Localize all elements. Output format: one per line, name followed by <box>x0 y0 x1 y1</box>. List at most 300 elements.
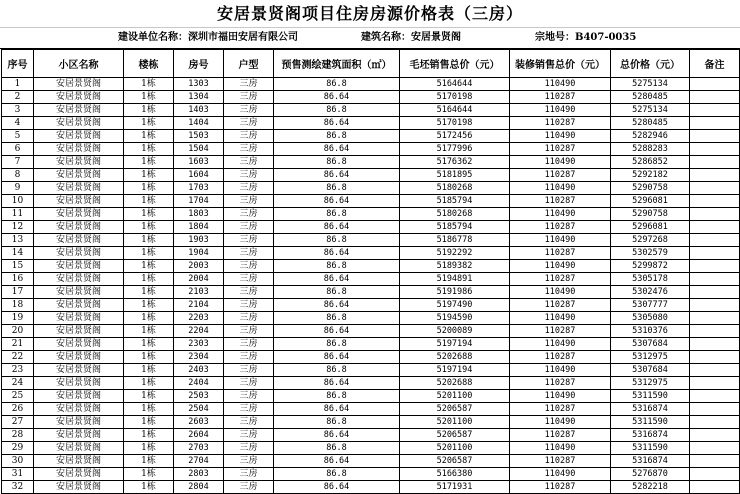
table-row <box>2 286 740 299</box>
cell-building: 1栋 <box>124 416 174 429</box>
table-row <box>2 156 740 169</box>
cell-decoration-price: 110287 <box>510 455 611 468</box>
cell-total-price: 5275134 <box>611 78 690 91</box>
cell-total-price: 5282946 <box>611 130 690 143</box>
table-row <box>2 169 740 182</box>
cell-community: 安居景贤阁 <box>34 104 124 117</box>
cell-rough-price: 5166380 <box>400 468 510 481</box>
cell-building: 1栋 <box>124 338 174 351</box>
col-header-total-price: 总价格（元） <box>611 50 690 78</box>
cell-community: 安居景贤阁 <box>34 416 124 429</box>
cell-decoration-price: 110490 <box>510 468 611 481</box>
table-row <box>2 403 740 416</box>
cell-index: 27 <box>2 416 34 429</box>
cell-total-price: 5307684 <box>611 364 690 377</box>
cell-remarks <box>690 130 740 143</box>
cell-type: 三房 <box>224 442 274 455</box>
cell-remarks <box>690 364 740 377</box>
cell-remarks <box>690 377 740 390</box>
cell-community: 安居景贤阁 <box>34 312 124 325</box>
cell-decoration-price: 110490 <box>510 416 611 429</box>
cell-building: 1栋 <box>124 143 174 156</box>
cell-type: 三房 <box>224 390 274 403</box>
cell-rough-price: 5201100 <box>400 442 510 455</box>
cell-total-price: 5297268 <box>611 234 690 247</box>
table-row <box>2 312 740 325</box>
cell-rough-price: 5170198 <box>400 117 510 130</box>
cell-room: 2304 <box>174 351 224 364</box>
cell-decoration-price: 110287 <box>510 481 611 494</box>
cell-room: 1704 <box>174 195 224 208</box>
cell-remarks <box>690 481 740 494</box>
cell-total-price: 5280485 <box>611 117 690 130</box>
cell-rough-price: 5194590 <box>400 312 510 325</box>
cell-remarks <box>690 416 740 429</box>
cell-type: 三房 <box>224 377 274 390</box>
cell-area: 86.64 <box>274 117 400 130</box>
cell-rough-price: 5197194 <box>400 338 510 351</box>
cell-type: 三房 <box>224 260 274 273</box>
cell-type: 三房 <box>224 169 274 182</box>
cell-building: 1栋 <box>124 325 174 338</box>
cell-building: 1栋 <box>124 442 174 455</box>
table-row <box>2 247 740 260</box>
cell-building: 1栋 <box>124 299 174 312</box>
cell-area: 86.64 <box>274 195 400 208</box>
table-row <box>2 91 740 104</box>
cell-building: 1栋 <box>124 117 174 130</box>
cell-type: 三房 <box>224 182 274 195</box>
cell-community: 安居景贤阁 <box>34 143 124 156</box>
cell-decoration-price: 110287 <box>510 299 611 312</box>
cell-room: 2303 <box>174 338 224 351</box>
cell-community: 安居景贤阁 <box>34 481 124 494</box>
cell-area: 86.8 <box>274 234 400 247</box>
cell-type: 三房 <box>224 338 274 351</box>
cell-community: 安居景贤阁 <box>34 234 124 247</box>
cell-total-price: 5280485 <box>611 91 690 104</box>
cell-room: 1503 <box>174 130 224 143</box>
cell-building: 1栋 <box>124 234 174 247</box>
cell-decoration-price: 110490 <box>510 338 611 351</box>
cell-building: 1栋 <box>124 364 174 377</box>
cell-room: 2603 <box>174 416 224 429</box>
cell-room: 2504 <box>174 403 224 416</box>
cell-index: 14 <box>2 247 34 260</box>
cell-remarks <box>690 286 740 299</box>
cell-community: 安居景贤阁 <box>34 221 124 234</box>
cell-remarks <box>690 117 740 130</box>
cell-remarks <box>690 156 740 169</box>
cell-area: 86.8 <box>274 78 400 91</box>
cell-index: 2 <box>2 91 34 104</box>
building-name: 建筑名称：安居景贤阁 <box>361 32 461 43</box>
table-row <box>2 104 740 117</box>
cell-room: 2104 <box>174 299 224 312</box>
cell-type: 三房 <box>224 364 274 377</box>
cell-decoration-price: 110490 <box>510 390 611 403</box>
cell-rough-price: 5206587 <box>400 455 510 468</box>
cell-decoration-price: 110287 <box>510 247 611 260</box>
cell-type: 三房 <box>224 273 274 286</box>
cell-rough-price: 5164644 <box>400 78 510 91</box>
cell-room: 2503 <box>174 390 224 403</box>
info-row <box>0 28 740 49</box>
cell-type: 三房 <box>224 416 274 429</box>
cell-community: 安居景贤阁 <box>34 130 124 143</box>
cell-rough-price: 5186778 <box>400 234 510 247</box>
cell-area: 86.8 <box>274 364 400 377</box>
cell-index: 22 <box>2 351 34 364</box>
cell-index: 17 <box>2 286 34 299</box>
cell-rough-price: 5172456 <box>400 130 510 143</box>
cell-community: 安居景贤阁 <box>34 299 124 312</box>
cell-room: 1403 <box>174 104 224 117</box>
cell-decoration-price: 110490 <box>510 130 611 143</box>
cell-area: 86.8 <box>274 260 400 273</box>
cell-room: 2604 <box>174 429 224 442</box>
cell-building: 1栋 <box>124 403 174 416</box>
cell-decoration-price: 110490 <box>510 104 611 117</box>
cell-area: 86.64 <box>274 455 400 468</box>
cell-type: 三房 <box>224 286 274 299</box>
cell-rough-price: 5164644 <box>400 104 510 117</box>
cell-remarks <box>690 234 740 247</box>
table-row <box>2 78 740 91</box>
cell-index: 12 <box>2 221 34 234</box>
cell-building: 1栋 <box>124 195 174 208</box>
cell-index: 21 <box>2 338 34 351</box>
cell-decoration-price: 110490 <box>510 286 611 299</box>
cell-total-price: 5276870 <box>611 468 690 481</box>
cell-building: 1栋 <box>124 481 174 494</box>
cell-room: 1604 <box>174 169 224 182</box>
cell-area: 86.64 <box>274 299 400 312</box>
cell-total-price: 5316874 <box>611 429 690 442</box>
cell-community: 安居景贤阁 <box>34 325 124 338</box>
cell-total-price: 5299872 <box>611 260 690 273</box>
cell-index: 18 <box>2 299 34 312</box>
cell-remarks <box>690 429 740 442</box>
cell-type: 三房 <box>224 468 274 481</box>
cell-room: 1803 <box>174 208 224 221</box>
cell-area: 86.8 <box>274 390 400 403</box>
cell-area: 86.8 <box>274 468 400 481</box>
cell-total-price: 5307777 <box>611 299 690 312</box>
cell-type: 三房 <box>224 299 274 312</box>
cell-remarks <box>690 468 740 481</box>
cell-total-price: 5316874 <box>611 455 690 468</box>
cell-type: 三房 <box>224 78 274 91</box>
cell-community: 安居景贤阁 <box>34 260 124 273</box>
table-row <box>2 182 740 195</box>
cell-total-price: 5288283 <box>611 143 690 156</box>
cell-type: 三房 <box>224 481 274 494</box>
cell-area: 86.64 <box>274 169 400 182</box>
cell-community: 安居景贤阁 <box>34 455 124 468</box>
cell-remarks <box>690 455 740 468</box>
cell-total-price: 5290758 <box>611 208 690 221</box>
cell-type: 三房 <box>224 234 274 247</box>
cell-area: 86.64 <box>274 403 400 416</box>
cell-area: 86.64 <box>274 429 400 442</box>
cell-room: 1804 <box>174 221 224 234</box>
table-row <box>2 390 740 403</box>
cell-type: 三房 <box>224 221 274 234</box>
cell-decoration-price: 110490 <box>510 78 611 91</box>
cell-community: 安居景贤阁 <box>34 208 124 221</box>
cell-type: 三房 <box>224 143 274 156</box>
cell-index: 9 <box>2 182 34 195</box>
cell-decoration-price: 110490 <box>510 156 611 169</box>
cell-room: 1603 <box>174 156 224 169</box>
cell-community: 安居景贤阁 <box>34 403 124 416</box>
cell-room: 2003 <box>174 260 224 273</box>
cell-rough-price: 5185794 <box>400 195 510 208</box>
cell-area: 86.64 <box>274 325 400 338</box>
cell-area: 86.64 <box>274 273 400 286</box>
col-header-room: 房号 <box>174 50 224 78</box>
price-table <box>1 49 740 494</box>
cell-rough-price: 5181895 <box>400 169 510 182</box>
cell-rough-price: 5191986 <box>400 286 510 299</box>
cell-remarks <box>690 351 740 364</box>
cell-index: 1 <box>2 78 34 91</box>
cell-community: 安居景贤阁 <box>34 78 124 91</box>
cell-building: 1栋 <box>124 104 174 117</box>
cell-total-price: 5296081 <box>611 195 690 208</box>
cell-index: 25 <box>2 390 34 403</box>
cell-building: 1栋 <box>124 312 174 325</box>
cell-building: 1栋 <box>124 247 174 260</box>
cell-remarks <box>690 260 740 273</box>
cell-rough-price: 5206587 <box>400 429 510 442</box>
cell-total-price: 5316874 <box>611 403 690 416</box>
table-row <box>2 338 740 351</box>
cell-index: 31 <box>2 468 34 481</box>
cell-community: 安居景贤阁 <box>34 338 124 351</box>
table-row <box>2 351 740 364</box>
cell-decoration-price: 110287 <box>510 221 611 234</box>
cell-room: 2704 <box>174 455 224 468</box>
cell-area: 86.64 <box>274 247 400 260</box>
cell-community: 安居景贤阁 <box>34 182 124 195</box>
cell-remarks <box>690 403 740 416</box>
cell-index: 3 <box>2 104 34 117</box>
cell-remarks <box>690 91 740 104</box>
cell-area: 86.8 <box>274 182 400 195</box>
cell-index: 19 <box>2 312 34 325</box>
table-row <box>2 481 740 494</box>
cell-index: 28 <box>2 429 34 442</box>
cell-total-price: 5312975 <box>611 351 690 364</box>
cell-type: 三房 <box>224 351 274 364</box>
table-row <box>2 455 740 468</box>
table-row <box>2 208 740 221</box>
cell-rough-price: 5201100 <box>400 416 510 429</box>
cell-building: 1栋 <box>124 286 174 299</box>
cell-rough-price: 5201100 <box>400 390 510 403</box>
cell-area: 86.64 <box>274 351 400 364</box>
table-row <box>2 260 740 273</box>
developer-name: 建设单位名称：深圳市福田安居有限公司 <box>118 32 298 43</box>
cell-type: 三房 <box>224 247 274 260</box>
table-row <box>2 416 740 429</box>
cell-area: 86.64 <box>274 143 400 156</box>
cell-room: 1404 <box>174 117 224 130</box>
cell-total-price: 5292182 <box>611 169 690 182</box>
cell-index: 7 <box>2 156 34 169</box>
cell-building: 1栋 <box>124 351 174 364</box>
cell-room: 1304 <box>174 91 224 104</box>
col-header-rough-price: 毛坯销售总价（元） <box>400 50 510 78</box>
cell-rough-price: 5206587 <box>400 403 510 416</box>
cell-index: 23 <box>2 364 34 377</box>
cell-remarks <box>690 338 740 351</box>
cell-type: 三房 <box>224 325 274 338</box>
cell-community: 安居景贤阁 <box>34 169 124 182</box>
cell-index: 20 <box>2 325 34 338</box>
cell-room: 1703 <box>174 182 224 195</box>
cell-total-price: 5311590 <box>611 416 690 429</box>
cell-rough-price: 5170198 <box>400 91 510 104</box>
cell-building: 1栋 <box>124 208 174 221</box>
cell-index: 32 <box>2 481 34 494</box>
cell-index: 30 <box>2 455 34 468</box>
cell-type: 三房 <box>224 104 274 117</box>
cell-community: 安居景贤阁 <box>34 377 124 390</box>
cell-type: 三房 <box>224 403 274 416</box>
cell-decoration-price: 110287 <box>510 325 611 338</box>
cell-building: 1栋 <box>124 390 174 403</box>
cell-remarks <box>690 195 740 208</box>
cell-room: 2203 <box>174 312 224 325</box>
cell-area: 86.8 <box>274 208 400 221</box>
cell-decoration-price: 110287 <box>510 273 611 286</box>
cell-community: 安居景贤阁 <box>34 364 124 377</box>
cell-total-price: 5302476 <box>611 286 690 299</box>
cell-remarks <box>690 442 740 455</box>
cell-building: 1栋 <box>124 182 174 195</box>
cell-room: 2103 <box>174 286 224 299</box>
cell-index: 13 <box>2 234 34 247</box>
table-row <box>2 299 740 312</box>
table-row <box>2 234 740 247</box>
table-row <box>2 442 740 455</box>
cell-total-price: 5310376 <box>611 325 690 338</box>
cell-rough-price: 5202688 <box>400 351 510 364</box>
cell-decoration-price: 110287 <box>510 117 611 130</box>
cell-type: 三房 <box>224 156 274 169</box>
cell-index: 6 <box>2 143 34 156</box>
table-body <box>2 78 740 494</box>
cell-remarks <box>690 208 740 221</box>
col-header-type: 户型 <box>224 50 274 78</box>
cell-rough-price: 5192292 <box>400 247 510 260</box>
cell-community: 安居景贤阁 <box>34 390 124 403</box>
cell-building: 1栋 <box>124 468 174 481</box>
cell-type: 三房 <box>224 455 274 468</box>
cell-decoration-price: 110490 <box>510 208 611 221</box>
col-header-area: 预售测绘建筑面积（㎡） <box>274 50 400 78</box>
cell-building: 1栋 <box>124 91 174 104</box>
cell-rough-price: 5200089 <box>400 325 510 338</box>
table-row <box>2 117 740 130</box>
cell-community: 安居景贤阁 <box>34 286 124 299</box>
cell-community: 安居景贤阁 <box>34 468 124 481</box>
col-header-remarks: 备注 <box>690 50 740 78</box>
cell-index: 16 <box>2 273 34 286</box>
cell-community: 安居景贤阁 <box>34 273 124 286</box>
cell-remarks <box>690 273 740 286</box>
cell-index: 4 <box>2 117 34 130</box>
cell-area: 86.8 <box>274 130 400 143</box>
parcel-number: 宗地号：B407-0035 <box>535 32 637 43</box>
cell-decoration-price: 110490 <box>510 260 611 273</box>
table-row <box>2 468 740 481</box>
cell-area: 86.8 <box>274 338 400 351</box>
cell-total-price: 5311590 <box>611 442 690 455</box>
cell-total-price: 5305080 <box>611 312 690 325</box>
cell-index: 11 <box>2 208 34 221</box>
col-header-building: 楼栋 <box>124 50 174 78</box>
cell-decoration-price: 110287 <box>510 91 611 104</box>
cell-decoration-price: 110490 <box>510 442 611 455</box>
cell-rough-price: 5171931 <box>400 481 510 494</box>
cell-area: 86.8 <box>274 312 400 325</box>
cell-decoration-price: 110287 <box>510 143 611 156</box>
cell-area: 86.8 <box>274 286 400 299</box>
cell-decoration-price: 110490 <box>510 182 611 195</box>
cell-area: 86.64 <box>274 377 400 390</box>
cell-type: 三房 <box>224 117 274 130</box>
cell-remarks <box>690 182 740 195</box>
cell-community: 安居景贤阁 <box>34 195 124 208</box>
cell-room: 2204 <box>174 325 224 338</box>
cell-decoration-price: 110287 <box>510 403 611 416</box>
cell-building: 1栋 <box>124 429 174 442</box>
table-row <box>2 364 740 377</box>
cell-type: 三房 <box>224 91 274 104</box>
cell-building: 1栋 <box>124 78 174 91</box>
cell-type: 三房 <box>224 208 274 221</box>
cell-building: 1栋 <box>124 156 174 169</box>
cell-index: 26 <box>2 403 34 416</box>
cell-remarks <box>690 221 740 234</box>
cell-room: 2004 <box>174 273 224 286</box>
cell-room: 1504 <box>174 143 224 156</box>
cell-decoration-price: 110287 <box>510 351 611 364</box>
cell-type: 三房 <box>224 429 274 442</box>
cell-total-price: 5286852 <box>611 156 690 169</box>
cell-community: 安居景贤阁 <box>34 156 124 169</box>
cell-building: 1栋 <box>124 260 174 273</box>
cell-type: 三房 <box>224 130 274 143</box>
col-header-community: 小区名称 <box>34 50 124 78</box>
cell-total-price: 5307684 <box>611 338 690 351</box>
cell-index: 29 <box>2 442 34 455</box>
cell-community: 安居景贤阁 <box>34 429 124 442</box>
cell-decoration-price: 110287 <box>510 377 611 390</box>
cell-decoration-price: 110287 <box>510 429 611 442</box>
cell-area: 86.64 <box>274 221 400 234</box>
cell-rough-price: 5180268 <box>400 208 510 221</box>
cell-area: 86.8 <box>274 104 400 117</box>
cell-remarks <box>690 390 740 403</box>
cell-room: 2703 <box>174 442 224 455</box>
cell-index: 10 <box>2 195 34 208</box>
table-row <box>2 325 740 338</box>
